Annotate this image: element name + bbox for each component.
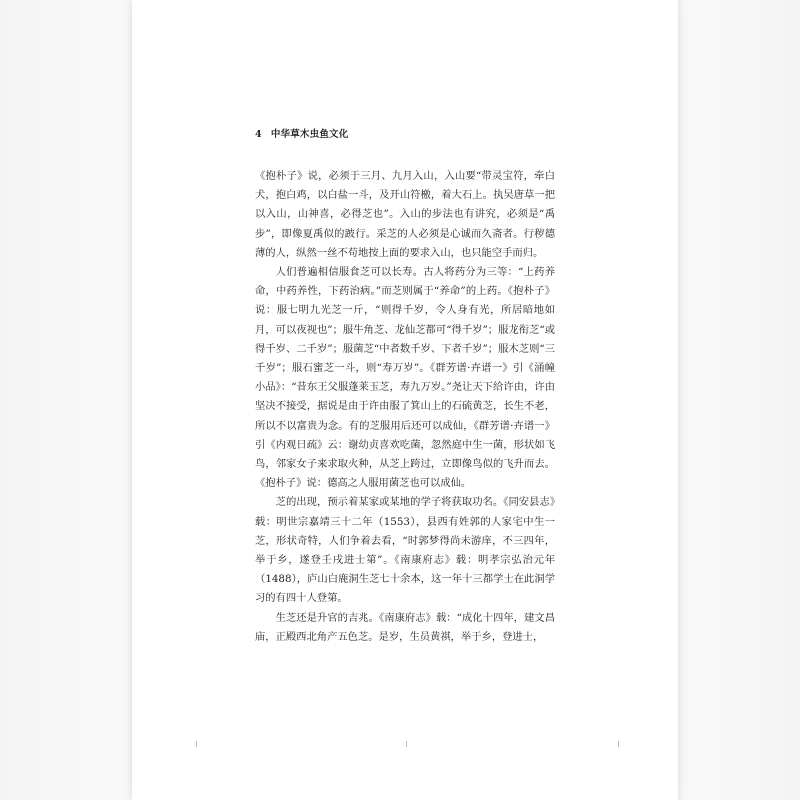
paragraph: 生芝还是升官的吉兆。《南康府志》载：“成化十四年，建文昌庙，正殿西北角产五色芝。是岁，生员黄祺，举于乡，登进士， <box>255 611 555 643</box>
book-page <box>132 0 678 800</box>
page-number: 4 <box>255 129 262 140</box>
crop-mark <box>196 741 197 747</box>
crop-mark <box>618 741 619 747</box>
paragraph: 《抱朴子》说，必须于三月、九月入山，入山要“带灵宝符，牵白犬，抱白鸡，以白盐一斗，及开山符檄，着大石上。执吴唐草一把以入山，山神喜，必得芝也”。入山的步法也有讲究，必须是“禹步”，即像夏禹似的跛行。采芝的人必须是心诚而久斋者。行秽德薄的人，纵然一丝不苟地按上面的要求入山，也只能空手而归。 <box>255 170 555 259</box>
paragraph: 人们普遍相信服食芝可以长寿。古人将药分为三等：“上药养命，中药养性，下药治病。”而芝则属于“养命”的上药。《抱朴子》说：服七明九光芝一斤，“则得千岁，令人身有光，所居暗地如月，可以夜视也”；服牛角芝、龙仙芝都可“得千岁”；服龙衔芝“或得千岁、二千岁”；服菌芝“中者数千岁、下者千岁”；服木芝则“三千岁”；服石蜜芝一斗，则“寿万岁”。《群芳谱·卉谱一》引《涌幢小品》：“昔东王父服蓬莱玉芝，寿九万岁。”尧让天下给许由，许由坚决不接受，据说是由于许由服了箕山上的石硫黄芝，长生不老，所以不以富贵为念。有的芝服用后还可以成仙，《群芳谱·卉谱一》引《内观日疏》云：谢幼贞喜欢吃菌，忽然庭中生一菌，形状如飞鸟，邻家女子来求取火种，从芝上跨过，立即像鸟似的飞升而去。《抱朴子》说：德高之人服用菌芝也可以成仙。 <box>255 266 555 490</box>
crop-mark <box>406 741 407 747</box>
book-title: 中华草木虫鱼文化 <box>270 129 349 140</box>
paragraph: 芝的出现，预示着某家或某地的学子将获取功名。《同安县志》载：明世宗嘉靖三十二年（1553），县西有姓郭的人家宅中生一芝，形状奇特，人们争着去看，“时郭梦得尚未游庠，不三四年，举于乡，遂登壬戌进士第”。《南康府志》载：明孝宗弘治元年（1488），庐山白鹿洞生芝七十余本，这一年十三都学士在此洞学习的有四十人登第。 <box>255 496 555 605</box>
running-head <box>255 126 348 140</box>
body-text <box>255 167 555 647</box>
